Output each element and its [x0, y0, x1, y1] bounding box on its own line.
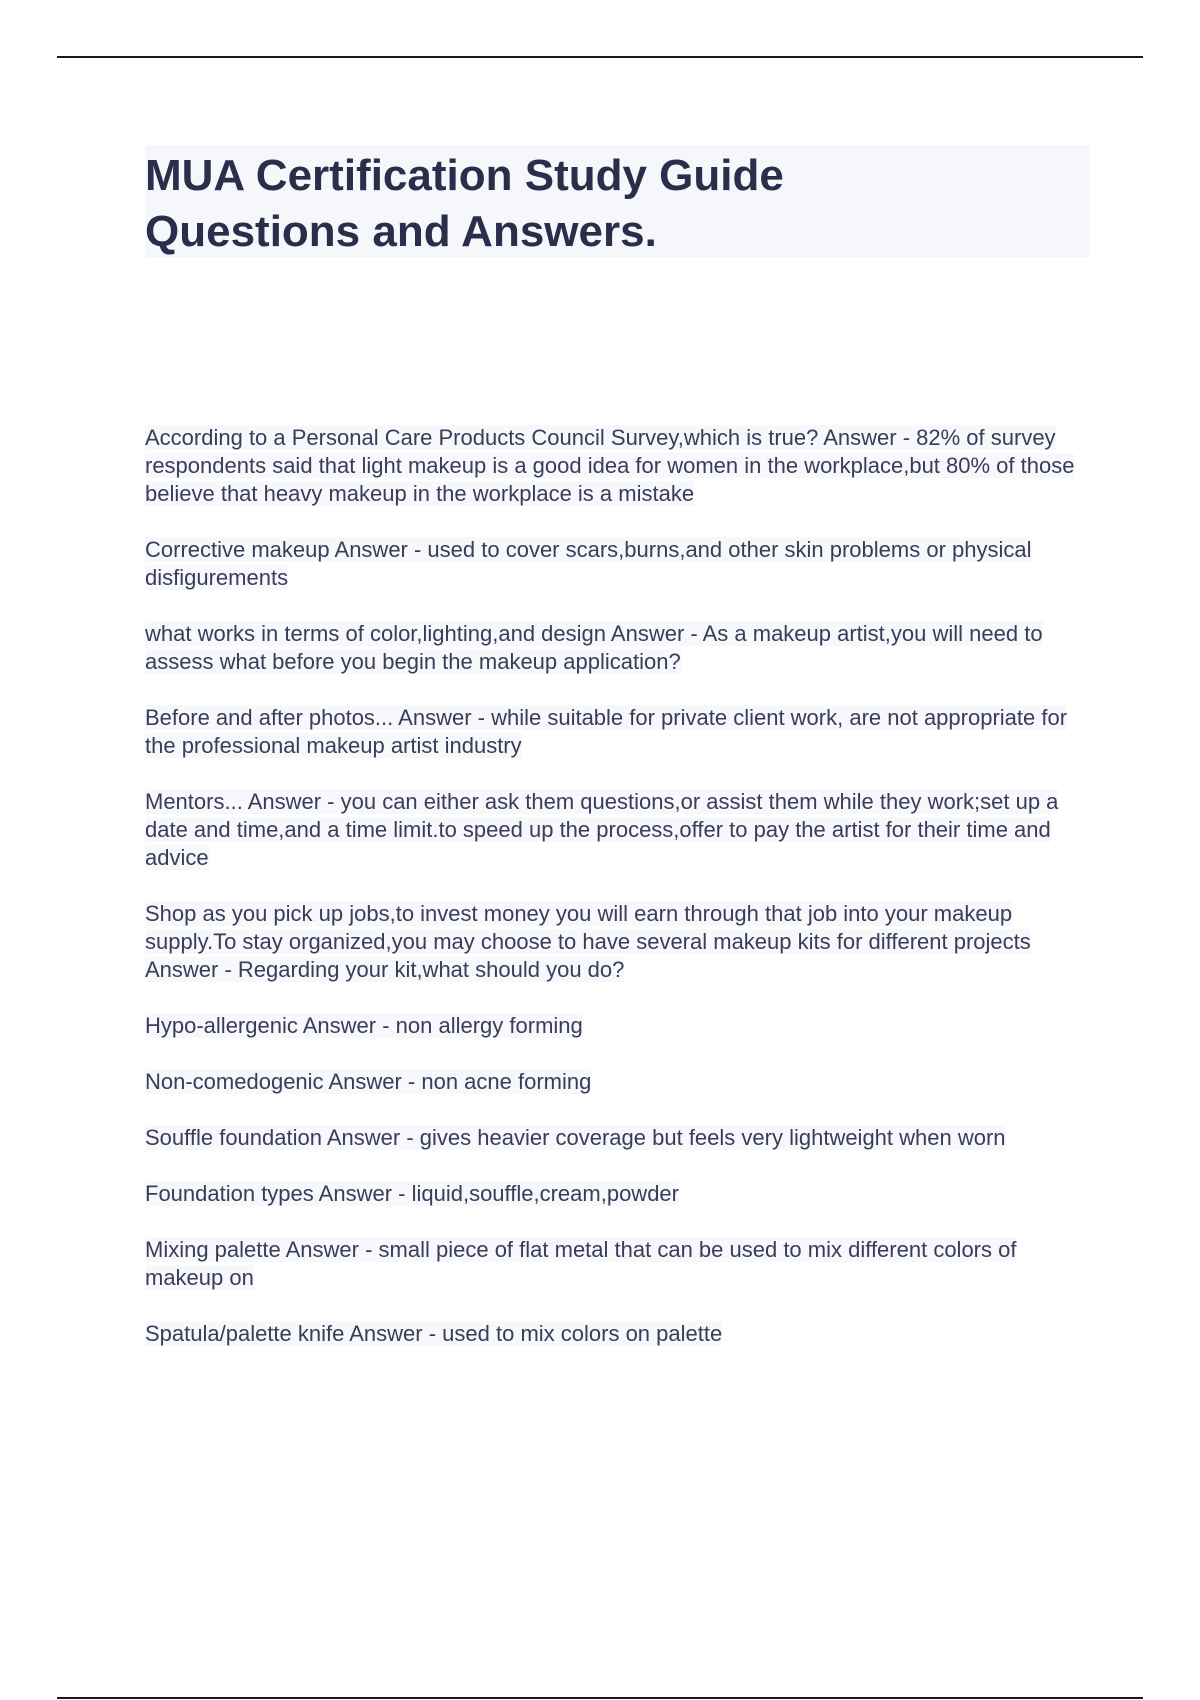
qa-text: Foundation types Answer - liquid,souffle,cream,powder — [145, 1181, 679, 1206]
qa-entry — [145, 1012, 1090, 1040]
title-line-2: Questions and Answers. — [145, 207, 657, 256]
qa-text: Corrective makeup Answer - used to cover scars,burns,and other skin problems or physical disfigurements — [145, 537, 1032, 590]
qa-entry — [145, 536, 1090, 592]
qa-text: Shop as you pick up jobs,to invest money you will earn through that job into your makeup supply.To stay organized,you may choose to have several makeup kits for different projects Answer - Regarding your kit,what should you do? — [145, 901, 1031, 982]
qa-text: Souffle foundation Answer - gives heavier coverage but feels very lightweight when worn — [145, 1125, 1006, 1150]
bottom-rule — [57, 1697, 1143, 1699]
qa-entry — [145, 1236, 1090, 1292]
title-line-1: MUA Certification Study Guide — [145, 151, 784, 200]
qa-text: Non-comedogenic Answer - non acne forming — [145, 1069, 592, 1094]
qa-entry — [145, 424, 1090, 508]
qa-text: what works in terms of color,lighting,and design Answer - As a makeup artist,you will need to assess what before you begin the makeup application? — [145, 621, 1043, 674]
qa-text: Spatula/palette knife Answer - used to mix colors on palette — [145, 1321, 723, 1346]
qa-text: Mixing palette Answer - small piece of flat metal that can be used to mix different colors of makeup on — [145, 1237, 1017, 1290]
qa-text: According to a Personal Care Products Council Survey,which is true? Answer - 82% of survey respondents said that light makeup is a good idea for women in the workplace,but 80% of those believe that heavy makeup in the workplace is a mistake — [145, 425, 1075, 506]
page-title — [145, 145, 1089, 260]
qa-entry — [145, 900, 1090, 984]
qa-text: Mentors... Answer - you can either ask them questions,or assist them while they work;set up a date and time,and a time limit.to speed up the process,offer to pay the artist for their time and advice — [145, 789, 1059, 870]
qa-entry — [145, 620, 1090, 676]
qa-text: Before and after photos... Answer - while suitable for private client work, are not appropriate for the professional makeup artist industry — [145, 705, 1068, 758]
qa-text: Hypo-allergenic Answer - non allergy forming — [145, 1013, 583, 1038]
qa-entry — [145, 1320, 1090, 1348]
qa-entry — [145, 1068, 1090, 1096]
qa-entry — [145, 1180, 1090, 1208]
qa-entry — [145, 704, 1090, 760]
top-rule — [57, 56, 1143, 58]
qa-entry — [145, 1124, 1090, 1152]
qa-list — [145, 424, 1090, 1376]
qa-entry — [145, 788, 1090, 872]
title-block — [145, 145, 1089, 257]
